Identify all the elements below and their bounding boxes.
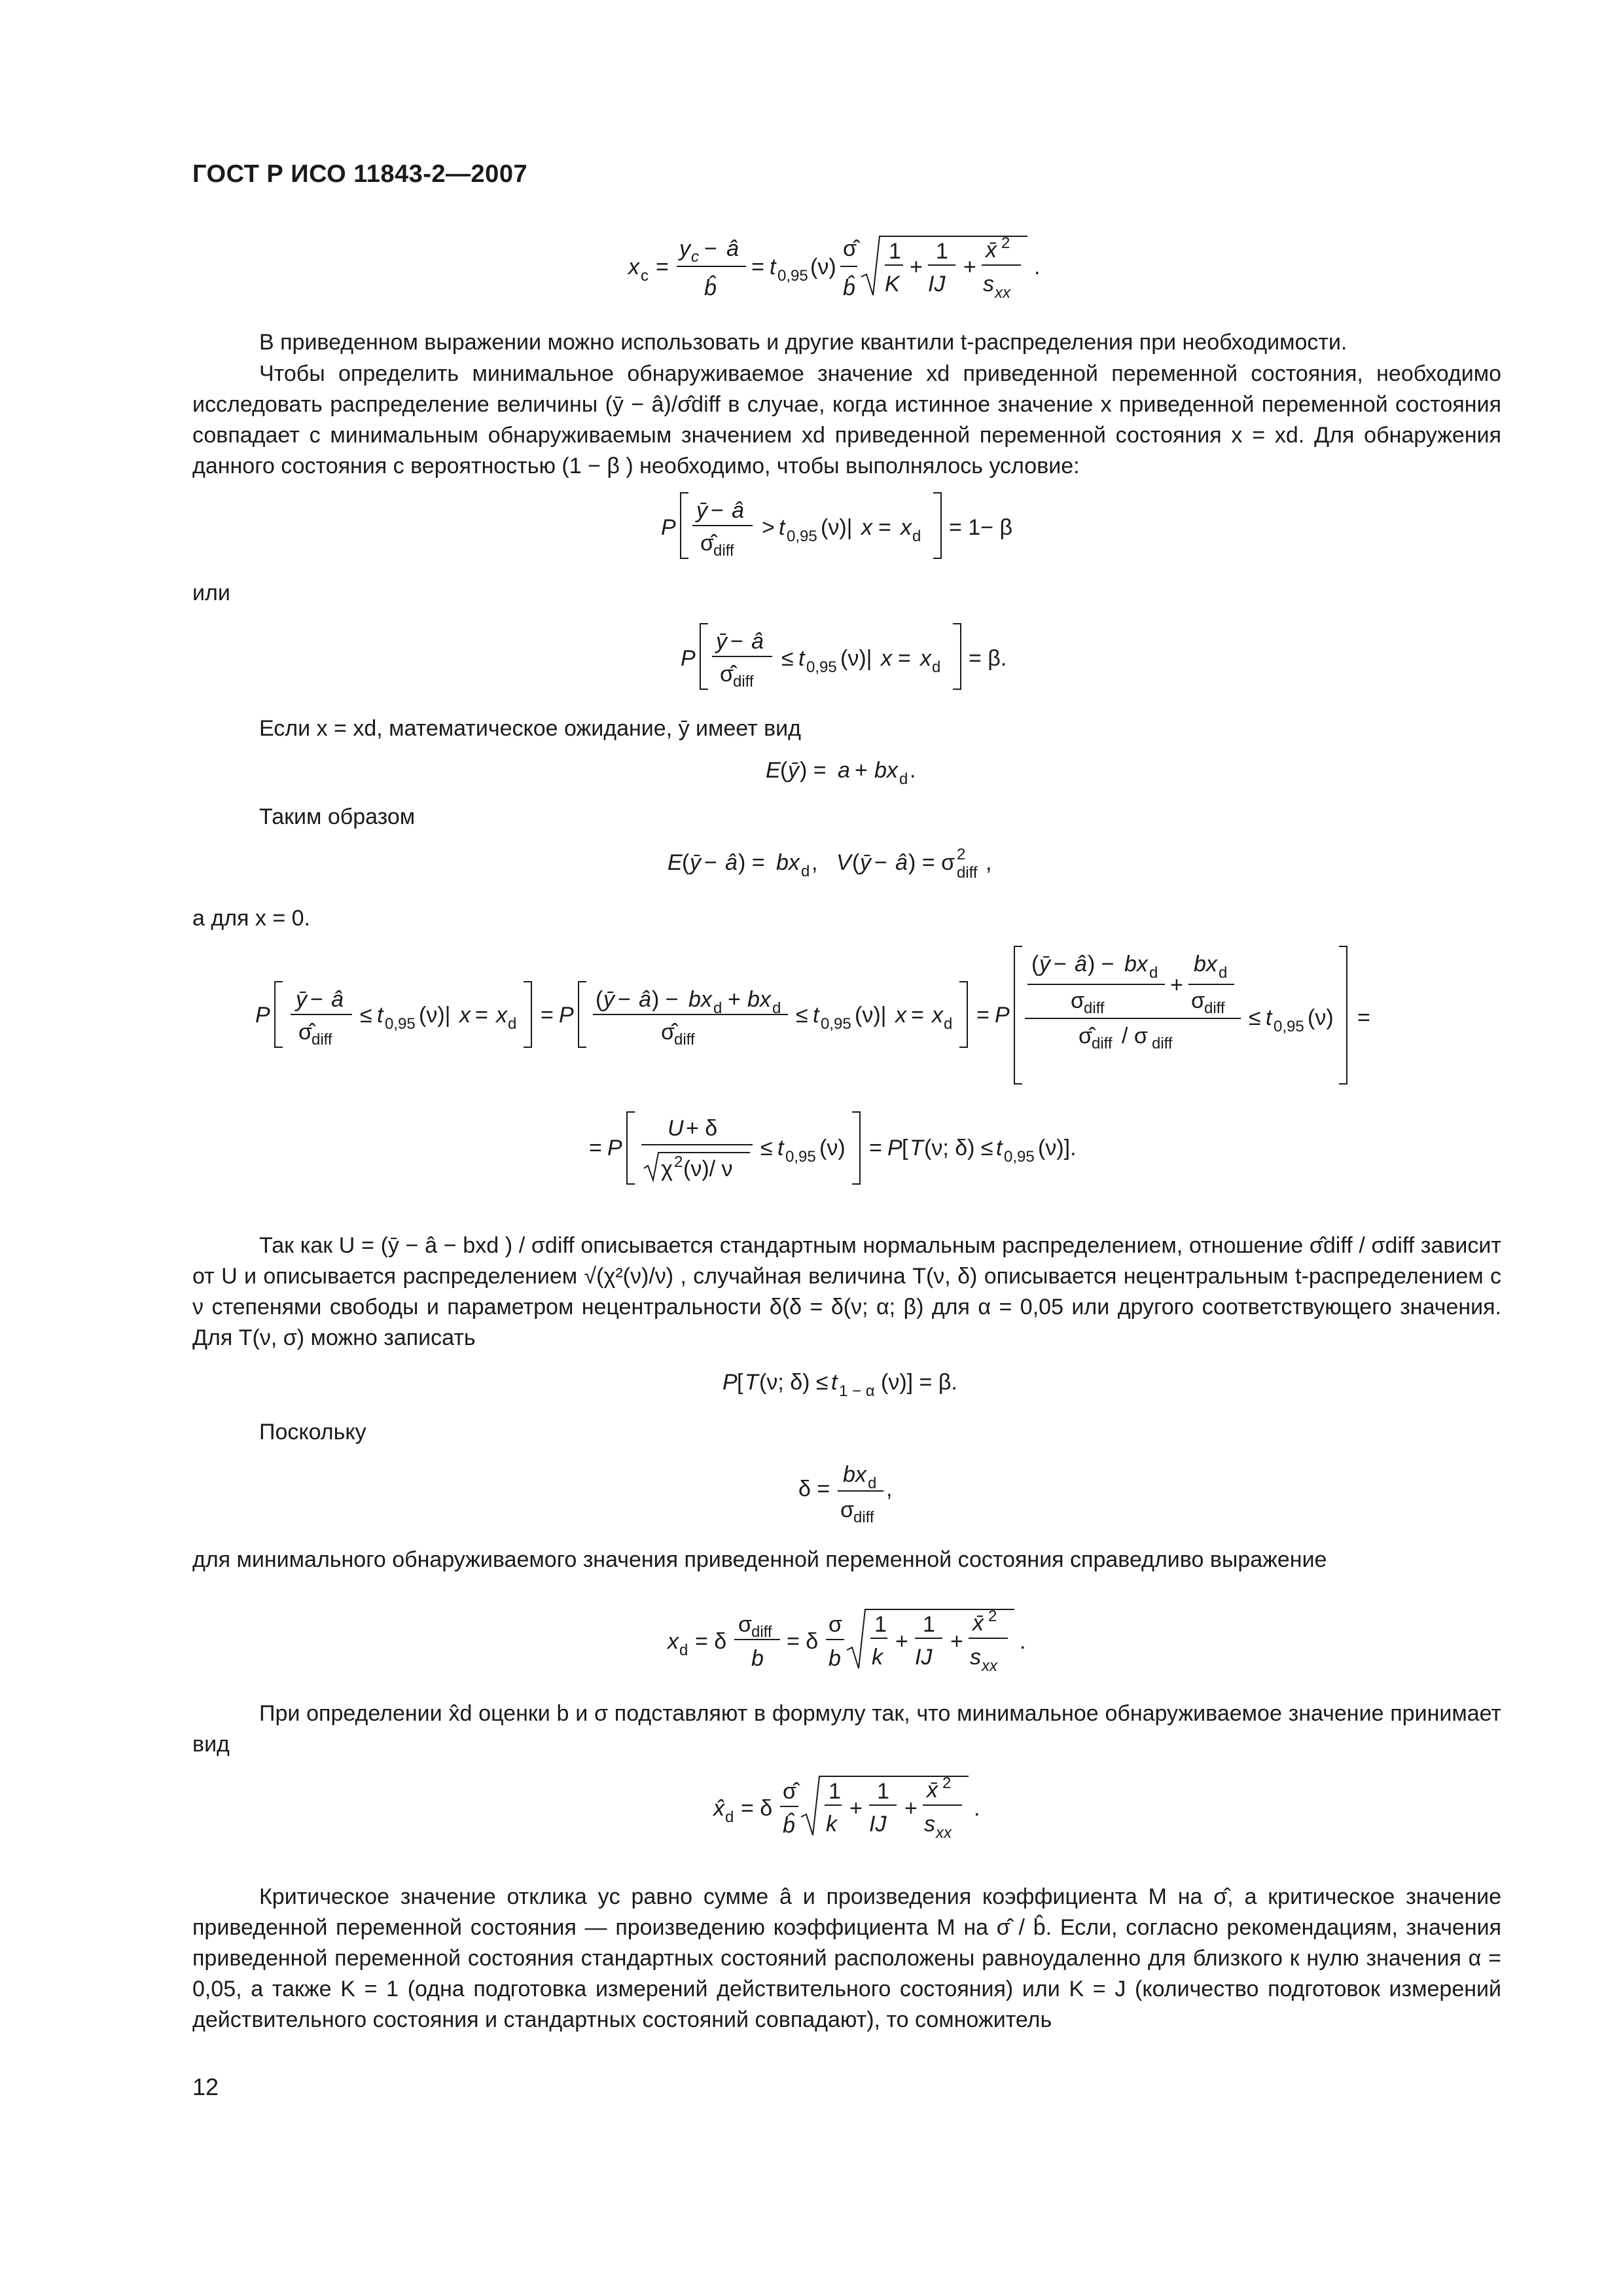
svg-text:E: E <box>766 758 781 783</box>
formula-condition-2 <box>674 612 1041 709</box>
document-header: ГОСТ Р ИСО 11843-2—2007 <box>192 160 528 188</box>
svg-text:bx: bx <box>776 850 800 875</box>
svg-text:E: E <box>668 850 683 875</box>
svg-text:=: = <box>898 646 911 671</box>
svg-text:diff: diff <box>312 1031 332 1049</box>
svg-text:0,95: 0,95 <box>1004 1148 1035 1166</box>
svg-text:=: = <box>656 255 669 279</box>
formula-condition-1-graphic <box>654 481 1060 573</box>
svg-text:0,95: 0,95 <box>821 1015 851 1033</box>
svg-text:(ν; δ) ≤: (ν; δ) ≤ <box>759 1370 829 1395</box>
svg-text:diff: diff <box>1084 999 1105 1017</box>
svg-text:k: k <box>826 1812 837 1837</box>
svg-text:≤: ≤ <box>781 646 794 671</box>
formula-xd-graphic <box>661 1600 1054 1685</box>
svg-text:x: x <box>628 255 639 279</box>
svg-text:(: ( <box>780 758 788 783</box>
svg-text:+: + <box>904 1796 918 1821</box>
svg-text:t: t <box>770 255 776 279</box>
svg-text:(: ( <box>1031 952 1039 977</box>
svg-text:k: k <box>872 1645 883 1670</box>
svg-text:(ν)|: (ν)| <box>419 1003 451 1028</box>
svg-text:x̂: x̂ <box>713 1796 724 1821</box>
svg-text:diff: diff <box>1204 999 1225 1017</box>
svg-text:(ν)|: (ν)| <box>821 515 853 540</box>
svg-text:(ν): (ν) <box>819 1136 846 1160</box>
svg-text:diff: diff <box>1092 1035 1113 1052</box>
svg-text:=: = <box>541 1003 554 1028</box>
page-number: 12 <box>192 2073 219 2100</box>
svg-text:2: 2 <box>957 846 966 863</box>
svg-text:diff: diff <box>733 673 754 691</box>
svg-text:V: V <box>836 850 851 875</box>
svg-text:d: d <box>1219 964 1228 982</box>
svg-text:â: â <box>895 850 908 875</box>
paragraph-8: для минимального обнаруживаемого значения приведенной переменной состояния справедливо выражение <box>192 1547 1327 1572</box>
svg-text:t: t <box>1266 1005 1272 1030</box>
paragraph-3: Если x = xd, математическое ожидание, ȳ имеет вид <box>259 716 802 741</box>
svg-text:σ: σ <box>738 1612 752 1637</box>
svg-text:=: = <box>869 1136 882 1160</box>
formula-condition-1 <box>654 481 1060 579</box>
svg-text:+: + <box>849 1796 863 1821</box>
svg-text:1: 1 <box>889 239 901 264</box>
svg-text:(ν)].: (ν)]. <box>1038 1136 1077 1160</box>
svg-text:=: = <box>1357 1005 1370 1030</box>
svg-text:K: K <box>885 272 900 296</box>
svg-text:1: 1 <box>829 1779 841 1804</box>
svg-text:−: − <box>1054 952 1067 977</box>
svg-text:bx: bx <box>1124 952 1148 977</box>
svg-text:σ̂: σ̂ <box>700 531 714 556</box>
svg-text:+: + <box>855 758 868 783</box>
svg-text:=: = <box>976 1003 990 1028</box>
formula-xd <box>661 1600 1054 1691</box>
svg-text:b: b <box>751 1646 764 1671</box>
svg-text:P: P <box>559 1003 574 1028</box>
svg-text:t: t <box>813 1003 819 1028</box>
svg-text:2: 2 <box>674 1153 683 1171</box>
svg-text:ȳ: ȳ <box>603 987 615 1012</box>
svg-text:σ: σ <box>829 1612 842 1637</box>
formula-probability-beta <box>720 1365 1008 1410</box>
svg-text:d: d <box>944 1015 953 1033</box>
svg-text:(: ( <box>852 850 860 875</box>
svg-text:= δ: = δ <box>695 1629 727 1654</box>
svg-text:[: [ <box>902 1136 908 1160</box>
formula-moments-graphic <box>661 841 1067 887</box>
svg-text:0,95: 0,95 <box>787 528 817 545</box>
svg-text:0,95: 0,95 <box>1274 1018 1304 1035</box>
svg-text:= 1− β: = 1− β <box>949 515 1013 540</box>
svg-text:.: . <box>974 1796 980 1821</box>
svg-text:σ̂: σ̂ <box>298 1020 312 1045</box>
svg-text:U: U <box>668 1116 684 1141</box>
svg-text:σ̂: σ̂ <box>783 1779 796 1804</box>
svg-text:ȳ: ȳ <box>788 758 799 783</box>
formula-condition-2-graphic <box>674 612 1041 704</box>
svg-text:t: t <box>377 1003 383 1028</box>
svg-text:a: a <box>838 758 850 783</box>
svg-text:+ δ: + δ <box>686 1116 718 1141</box>
svg-text:bx: bx <box>688 987 712 1012</box>
svg-text:t: t <box>831 1370 838 1395</box>
svg-text:σ: σ <box>840 1498 854 1522</box>
paragraph-5: а для x = 0. <box>192 906 310 931</box>
svg-text:x: x <box>861 515 872 540</box>
svg-text:≤: ≤ <box>796 1003 808 1028</box>
svg-text:σ̂: σ̂ <box>843 236 857 261</box>
svg-text:>: > <box>762 515 775 540</box>
svg-text:d: d <box>772 999 781 1017</box>
svg-text:b: b <box>829 1646 841 1671</box>
svg-text:x̄: x̄ <box>972 1611 984 1636</box>
svg-text:P: P <box>607 1136 622 1160</box>
formula-delta-graphic <box>792 1453 949 1532</box>
svg-text:ȳ: ȳ <box>696 498 707 523</box>
svg-text:d: d <box>912 528 921 545</box>
svg-text:−: − <box>310 987 323 1012</box>
svg-text:x̄: x̄ <box>986 238 997 262</box>
formula-xd-hat-graphic <box>707 1767 1008 1852</box>
svg-text:x: x <box>895 1003 906 1028</box>
svg-text:+: + <box>1170 973 1183 997</box>
svg-text:â: â <box>751 629 764 654</box>
svg-text:s: s <box>970 1645 981 1670</box>
svg-text:ȳ: ȳ <box>1039 952 1050 977</box>
svg-text:bx: bx <box>874 758 898 783</box>
svg-text:diff: diff <box>674 1031 695 1049</box>
formula-xc <box>609 226 1080 317</box>
svg-text:diff: diff <box>1152 1035 1173 1052</box>
svg-text:) = σ: ) = σ <box>908 850 955 875</box>
svg-text:P: P <box>722 1370 738 1395</box>
formula-derivation-graphic <box>242 942 1472 1093</box>
svg-text:â: â <box>726 236 739 261</box>
paragraph-7: Поскольку <box>259 1420 366 1444</box>
svg-text:xx: xx <box>995 284 1010 302</box>
svg-text:x: x <box>920 646 931 671</box>
svg-text:c: c <box>691 248 699 266</box>
svg-text:σ: σ <box>1191 988 1205 1013</box>
svg-text:δ =: δ = <box>798 1477 830 1501</box>
svg-text:) =: ) = <box>738 850 765 875</box>
text-or: или <box>192 581 230 605</box>
svg-text:d: d <box>932 658 941 676</box>
svg-text:ȳ: ȳ <box>860 850 871 875</box>
svg-text:σ̂: σ̂ <box>661 1020 675 1045</box>
formula-delta <box>792 1453 949 1537</box>
paragraph-9: При определении x̂d оценки b и σ подставляют в формулу так, что минимальное обнаруживаемое значение принимает вид <box>192 1701 1501 1757</box>
svg-text:diff: diff <box>751 1623 772 1641</box>
formula-xd-hat <box>707 1767 1008 1858</box>
svg-text:0,95: 0,95 <box>777 267 808 285</box>
formula-expectation-graphic <box>759 753 969 792</box>
svg-text:.: . <box>1034 255 1041 279</box>
svg-text:≤: ≤ <box>360 1003 372 1028</box>
svg-text:x: x <box>459 1003 471 1028</box>
svg-text:s: s <box>924 1812 935 1837</box>
svg-text:t: t <box>777 1136 784 1160</box>
svg-text:1 − α: 1 − α <box>839 1382 875 1400</box>
svg-text:,: , <box>886 1477 893 1501</box>
svg-text:b̂: b̂ <box>843 276 855 300</box>
svg-text:s: s <box>983 272 994 296</box>
svg-text:σ̂: σ̂ <box>1079 1024 1092 1049</box>
svg-text:xx: xx <box>936 1824 952 1842</box>
svg-text:d: d <box>1149 964 1158 982</box>
svg-text:d: d <box>899 770 908 788</box>
svg-text:+: + <box>728 987 741 1012</box>
svg-text:≤: ≤ <box>1249 1005 1261 1030</box>
svg-text:σ̂: σ̂ <box>720 662 734 687</box>
svg-text:−: − <box>730 629 743 654</box>
svg-text:P: P <box>887 1136 902 1160</box>
svg-text:ȳ: ȳ <box>296 987 307 1012</box>
svg-text:d: d <box>801 863 810 880</box>
paragraph-2: Чтобы определить минимальное обнаруживаемое значение xd приведенной переменной состояния, необходимо исследовать распределение величины (ȳ − â)/σ̂diff в случае, когда истинное значение x приведенной переменной состояния совпадает с минимальным обнаруживаемым значением xd приведенной переменной состояния x = xd. Для обнаружения данного состояния с вероятностью (1 − β ) необходимо, чтобы выполнялось условие: <box>192 361 1501 478</box>
svg-text:−: − <box>711 498 724 523</box>
svg-text:+: + <box>950 1629 963 1654</box>
svg-text:bx: bx <box>843 1462 866 1487</box>
svg-text:t: t <box>798 646 805 671</box>
svg-text:,: , <box>812 850 818 875</box>
svg-text:(ν): (ν) <box>1308 1005 1334 1030</box>
paragraph-10: Критическое значение отклика yc равно сумме â и произведения коэффициента M на σ̂, а критическое значение приведенной переменной состояния — произведению коэффициента M на σ̂ / b̂. Если, согласно рекомендациям, значения приведенной переменной состояния стандартных состояний расположены равноудаленно для близкого к нулю значения α = 0,05, а также K = 1 (одна подготовка измерений действительного состояния) или K = J (количество подготовок измерений действительного состояния и стандартных состояний совпадают), то сомножитель <box>192 1884 1501 2032</box>
svg-text:) =: ) = <box>800 758 827 783</box>
svg-text:b̂: b̂ <box>704 276 717 300</box>
svg-text:1: 1 <box>874 1612 887 1637</box>
svg-text:d: d <box>713 999 722 1017</box>
svg-text:P: P <box>255 1003 270 1028</box>
svg-text:(: ( <box>596 987 603 1012</box>
formula-moments <box>661 841 1067 893</box>
svg-text:/ σ: / σ <box>1122 1024 1148 1049</box>
svg-text:ȳ: ȳ <box>716 629 727 654</box>
svg-text:= β.: = β. <box>969 646 1007 671</box>
svg-text:(: ( <box>682 850 690 875</box>
svg-text:+: + <box>895 1629 908 1654</box>
svg-text:=: = <box>475 1003 488 1028</box>
svg-text:x: x <box>881 646 892 671</box>
svg-text:d: d <box>868 1475 877 1492</box>
formula-xc-graphic <box>609 226 1080 311</box>
svg-text:−: − <box>704 850 717 875</box>
svg-text:IJ: IJ <box>915 1645 933 1670</box>
svg-text:= δ: = δ <box>741 1796 773 1821</box>
svg-text:= δ: = δ <box>787 1629 819 1654</box>
svg-text:.: . <box>1020 1629 1026 1654</box>
svg-text:P: P <box>995 1003 1010 1028</box>
svg-text:x: x <box>496 1003 507 1028</box>
svg-text:â: â <box>639 987 651 1012</box>
svg-text:+: + <box>963 255 976 279</box>
svg-text:x: x <box>668 1629 679 1654</box>
svg-text:0,95: 0,95 <box>385 1015 416 1033</box>
svg-text:(ν)] = β.: (ν)] = β. <box>881 1370 957 1395</box>
svg-text:(ν)|: (ν)| <box>840 646 872 671</box>
svg-text:â: â <box>1075 952 1087 977</box>
svg-text:1: 1 <box>877 1779 889 1804</box>
svg-text:(ν)/ ν: (ν)/ ν <box>683 1157 733 1181</box>
svg-text:t: t <box>996 1136 1003 1160</box>
svg-text:=: = <box>589 1136 602 1160</box>
svg-text:(ν): (ν) <box>810 255 836 279</box>
svg-text:d: d <box>679 1641 688 1659</box>
svg-text:≤: ≤ <box>760 1136 773 1160</box>
svg-text:) −: ) − <box>1088 952 1115 977</box>
svg-text:d: d <box>508 1015 517 1033</box>
svg-text:−: − <box>704 236 717 261</box>
formula-noncentral-t <box>582 1103 1145 1207</box>
svg-text:d: d <box>725 1808 734 1826</box>
svg-text:b̂: b̂ <box>783 1813 795 1838</box>
svg-text:(ν)|: (ν)| <box>855 1003 887 1028</box>
svg-text:2: 2 <box>1001 234 1010 252</box>
svg-text:2: 2 <box>988 1607 997 1625</box>
svg-text:diff: diff <box>957 864 978 882</box>
paragraph-6: Так как U = (ȳ − â − bxd ) / σdiff описывается стандартным нормальным распределением, отношение σ̂diff / σdiff зависит от U и описывается распределением √(χ²(ν)/ν) , случайная величина T(ν, δ) описывается нецентральным t-распределением с ν степенями свободы и параметром нецентральности δ(δ = δ(ν; α; β) для α = 0,05 или другого соответствующего значения. Для T(ν, σ) можно записать <box>192 1233 1501 1350</box>
svg-text:[: [ <box>737 1370 743 1395</box>
svg-text:2: 2 <box>942 1774 952 1792</box>
svg-text:) −: ) − <box>652 987 679 1012</box>
svg-text:−: − <box>618 987 631 1012</box>
svg-text:â: â <box>725 850 738 875</box>
paragraph-4: Таким образом <box>259 804 416 829</box>
paragraph-1: В приведенном выражении можно использовать и другие квантили t-распределения при необходимости. <box>259 330 1347 355</box>
svg-text:0,95: 0,95 <box>806 658 837 676</box>
svg-text:,: , <box>986 850 992 875</box>
svg-text:P: P <box>661 515 676 540</box>
svg-text:c: c <box>641 267 649 285</box>
svg-text:bx: bx <box>747 987 771 1012</box>
svg-text:.: . <box>910 758 916 783</box>
svg-text:ȳ: ȳ <box>690 850 701 875</box>
formula-derivation <box>242 942 1472 1099</box>
svg-text:t: t <box>779 515 785 540</box>
formula-expectation <box>759 753 969 798</box>
svg-text:â: â <box>732 498 744 523</box>
svg-text:diff: diff <box>713 542 734 560</box>
svg-text:χ: χ <box>661 1157 673 1181</box>
svg-text:diff: diff <box>853 1509 874 1526</box>
svg-text:T: T <box>910 1136 923 1160</box>
svg-text:1: 1 <box>936 239 948 264</box>
svg-text:+: + <box>910 255 923 279</box>
svg-text:x: x <box>932 1003 943 1028</box>
svg-text:(ν; δ) ≤: (ν; δ) ≤ <box>924 1136 993 1160</box>
svg-text:=: = <box>751 255 764 279</box>
svg-text:x̄: x̄ <box>927 1778 938 1803</box>
svg-text:x: x <box>901 515 912 540</box>
svg-text:0,95: 0,95 <box>785 1148 816 1166</box>
svg-text:1: 1 <box>923 1612 935 1637</box>
formula-probability-beta-graphic <box>720 1365 1008 1404</box>
svg-text:IJ: IJ <box>869 1812 887 1837</box>
svg-text:σ: σ <box>1071 988 1084 1013</box>
svg-text:â: â <box>331 987 344 1012</box>
formula-noncentral-t-graphic <box>582 1103 1145 1201</box>
svg-text:P: P <box>681 646 696 671</box>
svg-text:=: = <box>911 1003 924 1028</box>
svg-text:T: T <box>745 1370 758 1395</box>
svg-text:y: y <box>679 236 690 261</box>
svg-text:IJ: IJ <box>928 272 946 296</box>
svg-text:bx: bx <box>1194 952 1217 977</box>
svg-text:−: − <box>874 850 887 875</box>
svg-text:=: = <box>878 515 891 540</box>
svg-text:xx: xx <box>982 1657 997 1675</box>
